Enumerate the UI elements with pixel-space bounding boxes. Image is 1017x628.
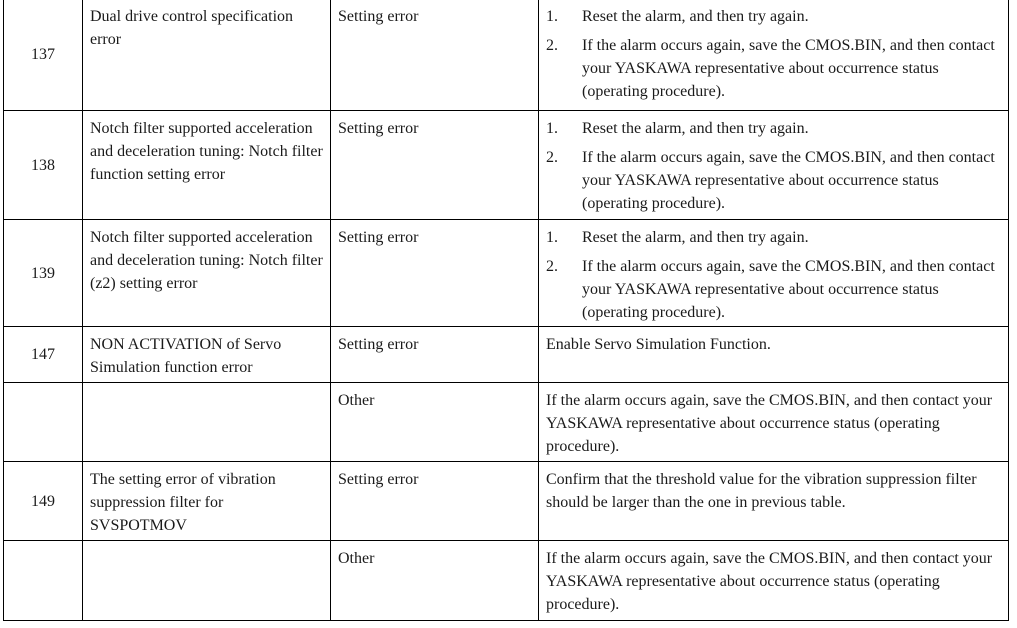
table-row bbox=[4, 462, 1009, 541]
step-number: 1. bbox=[546, 229, 558, 246]
step-number: 1. bbox=[546, 8, 558, 25]
remedy-steps bbox=[546, 5, 1001, 103]
remedy-cell bbox=[539, 327, 1009, 383]
remedy-text: Confirm that the threshold value for the vibration suppression filter should be larger than the one in previous table. bbox=[546, 471, 977, 511]
remedy-cell bbox=[539, 541, 1009, 621]
alarm-code bbox=[4, 541, 83, 621]
remedy-cell bbox=[539, 383, 1009, 462]
table-row bbox=[4, 220, 1009, 327]
alarm-type: Setting error bbox=[331, 0, 539, 111]
remedy-text: If the alarm occurs again, save the CMOS.BIN, and then contact your YASKAWA representative about occurrence status (operating procedure). bbox=[546, 392, 993, 455]
alarm-name bbox=[83, 541, 331, 621]
alarm-type: Setting error bbox=[331, 327, 539, 383]
alarm-code: 147 bbox=[4, 327, 83, 383]
remedy-step bbox=[546, 255, 1001, 324]
step-number: 2. bbox=[546, 258, 558, 275]
alarm-name: NON ACTIVATION of Servo Simulation function error bbox=[83, 327, 331, 383]
remedy-cell bbox=[539, 462, 1009, 541]
alarm-type: Setting error bbox=[331, 220, 539, 327]
step-number: 2. bbox=[546, 37, 558, 54]
alarm-name: Notch filter supported acceleration and deceleration tuning: Notch filter function setting error bbox=[83, 111, 331, 220]
remedy-step bbox=[546, 226, 1001, 249]
alarm-name: Dual drive control specification error bbox=[83, 0, 331, 111]
table-row bbox=[4, 541, 1009, 621]
step-text: If the alarm occurs again, save the CMOS.BIN, and then contact your YASKAWA representative about occurrence status (operating procedure). bbox=[582, 37, 995, 100]
alarm-type: Other bbox=[331, 383, 539, 462]
table-row bbox=[4, 0, 1009, 111]
remedy-step bbox=[546, 5, 1001, 28]
remedy-step bbox=[546, 117, 1001, 140]
remedy-steps bbox=[546, 226, 1001, 324]
step-text: If the alarm occurs again, save the CMOS.BIN, and then contact your YASKAWA representative about occurrence status (operating procedure). bbox=[582, 258, 995, 321]
alarm-name: Notch filter supported acceleration and deceleration tuning: Notch filter (z2) setting error bbox=[83, 220, 331, 327]
step-text: Reset the alarm, and then try again. bbox=[582, 120, 809, 137]
remedy-text: If the alarm occurs again, save the CMOS.BIN, and then contact your YASKAWA representative about occurrence status (operating procedure). bbox=[546, 550, 993, 613]
alarm-type: Other bbox=[331, 541, 539, 621]
alarm-code: 139 bbox=[4, 220, 83, 327]
step-text: Reset the alarm, and then try again. bbox=[582, 8, 809, 25]
alarm-type: Setting error bbox=[331, 111, 539, 220]
remedy-cell bbox=[539, 0, 1009, 111]
table-row bbox=[4, 327, 1009, 383]
alarm-code: 137 bbox=[4, 0, 83, 111]
alarm-code: 149 bbox=[4, 462, 83, 541]
remedy-cell bbox=[539, 111, 1009, 220]
remedy-step bbox=[546, 34, 1001, 103]
step-text: If the alarm occurs again, save the CMOS.BIN, and then contact your YASKAWA representative about occurrence status (operating procedure). bbox=[582, 149, 995, 212]
table-row bbox=[4, 383, 1009, 462]
remedy-step bbox=[546, 146, 1001, 215]
alarm-name: The setting error of vibration suppression filter for SVSPOTMOV bbox=[83, 462, 331, 541]
alarm-type: Setting error bbox=[331, 462, 539, 541]
table-row bbox=[4, 111, 1009, 220]
remedy-steps bbox=[546, 117, 1001, 215]
alarm-code: 138 bbox=[4, 111, 83, 220]
remedy-text: Enable Servo Simulation Function. bbox=[546, 336, 771, 353]
step-number: 2. bbox=[546, 149, 558, 166]
alarm-table bbox=[3, 0, 1009, 621]
step-number: 1. bbox=[546, 120, 558, 137]
step-text: Reset the alarm, and then try again. bbox=[582, 229, 809, 246]
remedy-cell bbox=[539, 220, 1009, 327]
alarm-code bbox=[4, 383, 83, 462]
alarm-name bbox=[83, 383, 331, 462]
